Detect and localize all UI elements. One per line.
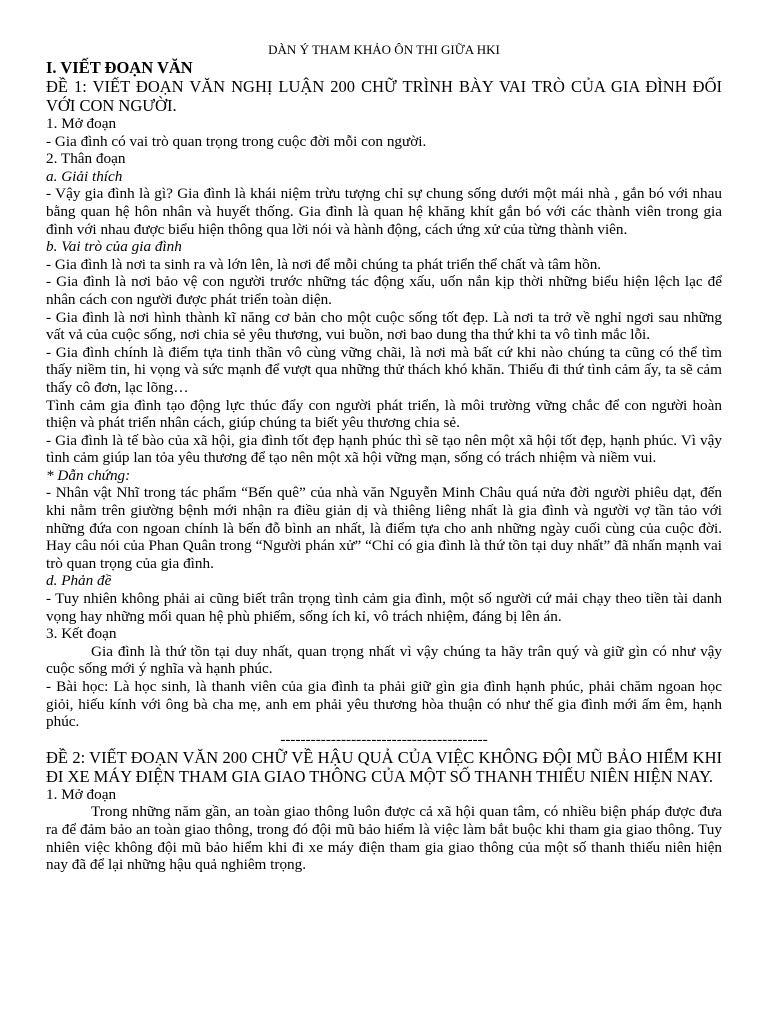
section-heading: I. VIẾT ĐOẠN VĂN [46, 58, 193, 77]
de1-bai-hoc: - Bài học: Là học sinh, là thanh viên của gia đình ta phải giữ gìn gia đình hạnh phúc, phải chăm ngoan học giỏi, hiếu kính với ông bà cha mẹ, anh em phải yêu thương hòa thuận có như thế gia đình mới ấm êm, hạnh phúc. [46, 678, 722, 731]
de2-mo-doan-label: 1. Mở đoạn [46, 785, 117, 803]
de1-phan-de-label: d. Phản đề [46, 572, 112, 590]
de1-phan-de-text: - Tuy nhiên không phải ai cũng biết trân trọng tình cảm gia đình, một số người cứ mải chạy theo tiền tài danh vọng hay những mối quan hệ phù phiếm, sống ích kỉ, vô trách nhiệm, đáng bị lên án. [46, 590, 722, 625]
de2-heading: ĐỀ 2: VIẾT ĐOẠN VĂN 200 CHỮ VỀ HẬU QUẢ CỦA VIỆC KHÔNG ĐỘI MŨ BẢO HIỂM KHI ĐI XE MÁY ĐIỆN THAM GIA GIAO THÔNG CỦA MỘT SỐ THANH THIẾU NIÊN HIỆN NAY. [46, 747, 722, 786]
de1-heading: ĐỀ 1: VIẾT ĐOẠN VĂN NGHỊ LUẬN 200 CHỮ TRÌNH BÀY VAI TRÒ CỦA GIA ĐÌNH ĐỐI VỚI CON NGƯỜI. [46, 77, 722, 115]
de1-dan-chung-label: * Dẫn chứng: [46, 466, 131, 484]
de1-vai-tro-1: - Gia đình là nơi ta sinh ra và lớn lên, là nơi để mỗi chúng ta phát triển thể chất và tâm hồn. [46, 255, 602, 273]
de1-vai-tro-3: - Gia đình là nơi hình thành kĩ năng cơ bản cho một cuộc sống tốt đẹp. Là nơi ta trở về nghỉ ngơi sau những vất vả của cuộc sống, nơi chia sẻ yêu thương, vui buồn, nơi bao dung tha thứ khi ta vô tình mắc lỗi. [46, 308, 722, 344]
document-title: DÀN Ý THAM KHẢO ÔN THI GIỮA HKI [268, 42, 500, 57]
de2-mo-doan-text: Trong những năm gần, an toàn giao thông luôn được cả xã hội quan tâm, có nhiều biện pháp được đưa ra để đảm bảo an toàn giao thông, trong đó đội mũ bảo hiểm là việc làm bắt buộc khi tham gia giao thông. Tuy nhiên việc không đội mũ bảo hiểm khi đi xe máy điện tham gia giao thông của một số thanh thiếu niên hiện nay đã để lại những hậu quả nghiêm trọng. [46, 803, 722, 874]
de1-giai-thich-label: a. Giải thích [46, 167, 123, 185]
de1-vai-tro-6: - Gia đình là tế bào của xã hội, gia đình tốt đẹp hạnh phúc thì sẽ tạo nên một xã hội tốt đẹp, hạnh phúc. Vì vậy tình cảm giúp lan tỏa yêu thương để tạo nên một xã hội vững mạn, sống có trách nhiệm và niềm vui. [46, 431, 722, 467]
section-separator: ----------------------------------------- [280, 730, 488, 748]
de1-ket-doan-text: Gia đình là thứ tồn tại duy nhất, quan trọng nhất vì vậy chúng ta hãy trân quý và giữ gìn có như vậy cuộc sống mới ý nghĩa và hạnh phúc. [46, 642, 722, 678]
de1-vai-tro-5: Tình cảm gia đình tạo động lực thúc đẩy con người phát triển, là môi trường vững chắc để con người hoàn thiện và phát triển nhân cách, giúp chúng ta biết yêu thương chia sẻ. [46, 396, 722, 432]
de1-giai-thich-text: - Vậy gia đình là gì? Gia đình là khái niệm trừu tượng chỉ sự chung sống dưới một mái nhà , gắn bó với nhau bằng quan hệ hôn nhân và huyết thống. Gia đình là quan hệ khăng khít gắn bó với các thành viên trong gia đình với nhau được biểu hiện thông qua lời nói và hành động, cách ứng xử của từng thành viên. [46, 185, 722, 238]
de1-vai-tro-2: - Gia đình là nơi bảo vệ con người trước những tác động xấu, uốn nắn kịp thời những biểu hiện lệch lạc để nhân cách con người được phát triển toàn diện. [46, 273, 722, 308]
de1-dan-chung-text: - Nhân vật Nhĩ trong tác phẩm “Bến quê” của nhà văn Nguyễn Minh Châu quá nửa đời người phiêu dạt, đến khi nằm trên giường bệnh mới nhận ra điều giản dị và thiêng liêng nhất là gia đình và người vợ tần tảo với những đứa con ngoan chính là bến đỗ bình an nhất, là điểm tựa cho anh những ngày cuối cùng của cuộc đời. Hay câu nói của Phan Quân trong “Người phán xử” “Chỉ có gia đình là thứ tồn tại duy nhất” đã nhấn mạnh vai trò quan trọng của gia đình. [46, 484, 722, 572]
de1-vai-tro-4: - Gia đình chính là điểm tựa tinh thần vô cùng vững chãi, là nơi mà bất cứ khi nào chúng ta cũng có thể tìm thấy niềm tin, hi vọng và sức mạnh để vượt qua những thử thách khó khăn. Thiếu đi thứ tình cảm ấy, ta sẽ cảm thấy cô đơn, lạc lõng… [46, 343, 722, 396]
de1-vai-tro-label: b. Vai trò của gia đình [46, 238, 182, 256]
de1-mo-doan-text: - Gia đình có vai trò quan trọng trong cuộc đời mỗi con người. [46, 132, 427, 150]
de1-than-doan-label: 2. Thân đoạn [46, 150, 126, 168]
de1-mo-doan-label: 1. Mở đoạn [46, 115, 117, 132]
de1-ket-doan-label: 3. Kết đoạn [46, 625, 117, 643]
